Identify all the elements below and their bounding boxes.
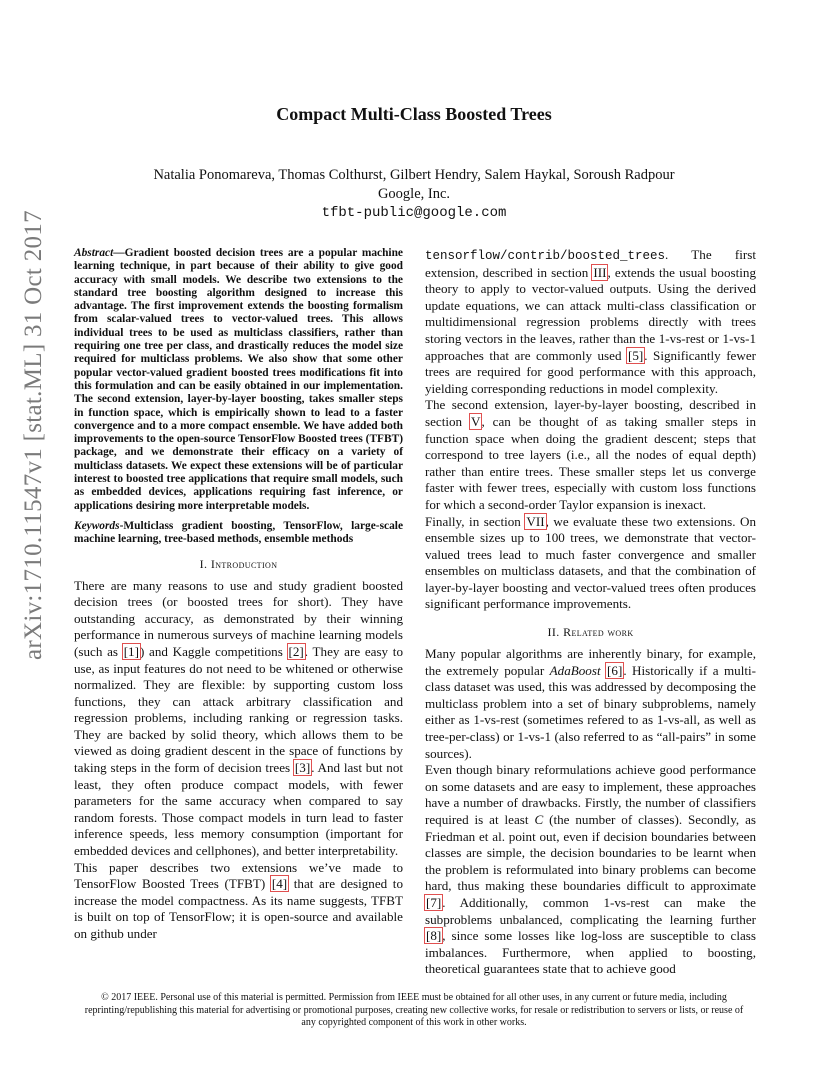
citation-link[interactable]: [5] xyxy=(628,347,644,363)
text-run: . Significantly fewer trees are required for good performance with this approach, yielding corresponding reductions in model complexity. xyxy=(425,347,756,396)
citation-link[interactable]: [6] xyxy=(607,662,623,678)
text-run: , extends the usual boosting theory to apply to vector-valued outputs. Using the derived update equations, we can attack multi-class classification or multidimensional regression problems directly with trees storing vectors in the leaves, rather than the 1-vs-rest or 1-vs-1 approaches that are commonly used xyxy=(425,264,756,363)
text-run: . Additionally, common 1-vs-rest can make the subproblems unbalanced, complicating the learning further xyxy=(425,894,756,927)
right-column xyxy=(425,247,756,978)
emphasis-adaboost: AdaBoost xyxy=(549,662,601,678)
text-run: ) and Kaggle competitions xyxy=(139,643,288,659)
text-run: This paper describes two extensions we’ve made to TensorFlow Boosted Trees (TFBT) xyxy=(74,859,403,892)
abstract xyxy=(74,247,403,513)
keywords-text: -Multiclass gradient boosting, TensorFlow, large-scale machine learning, tree-based methods, ensemble methods xyxy=(74,519,403,546)
related-paragraph-2 xyxy=(425,762,756,978)
related-paragraph-1 xyxy=(425,646,756,762)
citation-link[interactable]: [3] xyxy=(294,760,311,776)
code-path: tensorflow/contrib/boosted_trees xyxy=(425,249,666,263)
text-run: Finally, in section xyxy=(425,513,526,529)
author-block xyxy=(0,166,828,223)
citation-link[interactable]: [1] xyxy=(123,643,139,659)
arxiv-identifier-stamp: arXiv:1710.11547v1 [stat.ML] 31 Oct 2017 xyxy=(20,210,47,660)
text-run: The second extension, layer-by-layer boosting, described in section xyxy=(425,397,756,429)
contact-email[interactable]: tfbt-public@google.com xyxy=(321,205,507,221)
section-title: Related work xyxy=(563,625,634,640)
intro-paragraph-4 xyxy=(425,514,756,614)
citation-link[interactable]: [2] xyxy=(288,643,304,659)
section-link[interactable]: V xyxy=(471,413,481,429)
intro-paragraph-2-start xyxy=(74,860,403,943)
text-run: Many popular algorithms are inherently binary, for example, the extremely popular xyxy=(425,646,756,678)
citation-link[interactable]: [7] xyxy=(426,894,442,910)
section-number: II. xyxy=(547,625,560,640)
text-run: . Historically if a multi-class dataset was used, this was addressed by decomposing the multiclass problem into a set of binary subproblems, namely either as 1-vs-rest (sometimes refered to as 1-vs-all, as well as tree-per-class) or 1-vs-1 (also referred to as “all-pairs” in some sources). xyxy=(425,662,756,761)
copyright-footer: © 2017 IEEE. Personal use of this material is permitted. Permission from IEEE must be obtained for all other uses, in any current or future media, including reprinting/republishing this material for advertising or promotional purposes, creating new collective works, for resale or redistribution to servers or lists, or reuse of any copyrighted component of this work in other works. xyxy=(84,992,744,1028)
keywords xyxy=(74,520,403,547)
text-run: , can be thought of as taking smaller steps in function space when doing the gradient descent; steps that correspond to tree layers (i.e., all the nodes of equal depth) rather than entire trees. These smaller steps let us converge faster with fewer trees, especially with custom loss functions for which a second-order Taylor expansion is inexact. xyxy=(425,413,756,512)
section-link[interactable]: VII xyxy=(526,513,545,529)
text-run: . And last but not least, they often produce compact models, with fewer parameters for the same accuracy when compared to say random forests. Those compact models in turn lead to faster inference speeds, less memory consumption (important for embedded devices and cellphones), and better interpretability. xyxy=(74,760,404,859)
text-run: Even though binary reformulations achieve good performance on some datasets and are easy to implement, these approaches have a number of drawbacks. Firstly, the number of classifiers required is at least xyxy=(425,762,756,827)
section-heading-related-work xyxy=(425,625,756,640)
intro-paragraph-3 xyxy=(425,397,756,513)
left-column xyxy=(74,247,403,943)
abstract-lead: Abstract xyxy=(74,247,114,259)
section-link[interactable]: III xyxy=(593,264,607,280)
text-run: . They are easy to use, as input features do not need to be whitened or otherwise normalized. They are flexible: by supporting custom loss functions, they can attack arbitrary classification and regression problems, including ranking or regression tasks. They are backed by solid theory, which allows them to be viewed as doing gradient descent in the space of functions by taking steps in the form of decision trees xyxy=(74,643,403,776)
text-run: (the number of classes). Secondly, as Friedman et al. point out, even if decision boundaries between classes are simple, the decision boundaries to be learnt when the problem is reformulated into binary problems can become hard, thus making these boundaries difficult to approximate xyxy=(425,812,756,894)
text-run: There are many reasons to use and study gradient boosted decision trees (or boosted trees for short). They have outstanding accuracy, as demonstrated by their winning performance in numerous surveys of machine learning models (such as xyxy=(74,577,403,659)
text-run: , we evaluate these two extensions. On ensemble sizes up to 100 trees, we demonstrate that vector-valued trees lead to much faster convergence and smaller ensembles on multiclass datasets, and that the combination of layer-by-layer boosting and vector-valued trees often produces significant performance improvements. xyxy=(425,513,756,612)
intro-paragraph-2-continued xyxy=(425,247,756,397)
author-names: Natalia Ponomareva, Thomas Colthurst, Gilbert Hendry, Salem Haykal, Soroush Radpour xyxy=(153,167,675,183)
section-number: I. xyxy=(199,556,208,571)
citation-link[interactable]: [4] xyxy=(271,876,288,892)
paper-title: Compact Multi-Class Boosted Trees xyxy=(276,104,552,124)
math-variable: C xyxy=(534,812,544,827)
abstract-text: —Gradient boosted decision trees are a popular machine learning technique, in part because of their ability to give good accuracy with small models. We describe two extensions to the standard tree boosting algorithm designed to increase this advantage. The first improvement extends the boosting formalism from scalar-valued trees to vector-valued trees. This allows individual trees to be used as multiclass classifiers, rather than requiring one tree per class, and drastically reduces the model size required for multiclass problems. We also show that some other popular vector-valued gradient boosted trees modifications fit into this formulation and can be easily obtained in our implementation. The second extension, layer-by-layer boosting, takes smaller steps in function space, which is empirically shown to lead to a faster convergence and to a more compact ensemble. We have added both improvements to the open-source TensorFlow Boosted trees (TFBT) package, and we demonstrate their efficacy on a variety of multiclass datasets. We expect these extensions will be of particular interest to boosted tree applications that require small models, such as embedded devices, applications requiring fast inference, or applications desiring more interpretable models. xyxy=(74,247,403,512)
text-run: . The first extension, described in section xyxy=(425,247,756,280)
section-title: Introduction xyxy=(210,556,278,571)
intro-paragraph-1 xyxy=(74,578,403,860)
text-run: that are designed to increase the model compactness. As its name suggests, TFBT is built on top of TensorFlow; it is open-source and available on github under xyxy=(74,876,403,941)
text-run: , since some losses like log-loss are susceptible to class imbalances. Furthermore, when applied to boosting, theoretical guarantees state that to achieve good xyxy=(425,928,756,977)
keywords-lead: Keywords xyxy=(74,519,120,532)
section-heading-introduction xyxy=(74,557,403,572)
affiliation: Google, Inc. xyxy=(377,186,451,202)
citation-link[interactable]: [8] xyxy=(426,928,442,944)
